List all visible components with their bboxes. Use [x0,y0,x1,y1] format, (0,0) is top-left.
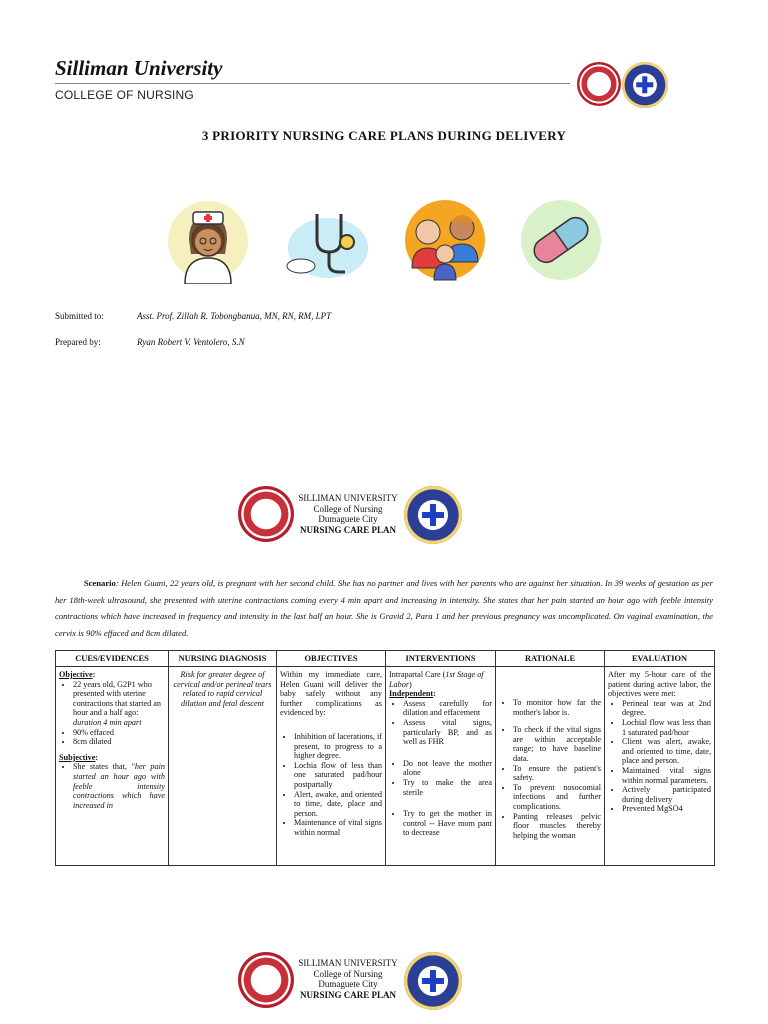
scenario-label: Scenario [83,578,116,588]
list-item: • 90% effaced [73,728,165,738]
cues-cell: Objective: • 22 years old, G2P1 who presented with uterine contractions that started an hour and a half ago: duration 4 min apart • 90% effaced • 8cm dilated Subjective: • She states that, "her pain started an hour ago with feeble intensity contractions which have increased in [56,667,169,866]
stage-text: Intrapartal Care ( [389,670,446,679]
prepared-by-value: Ryan Robert V. Ventolero, S.N [137,337,245,347]
list-item: • Prevented MgSO4 [622,804,711,814]
list-item: duration 4 min apart [73,717,142,727]
subjective-prefix: She states that, " [73,762,135,772]
list-item: • Do not leave the mother alone [403,759,492,778]
diagnosis-text: Risk for greater degree of cervical and/or perineal tears related to rapid cervical dilation and fetal descent [173,670,272,708]
nurse-icon [165,198,251,289]
submitted-to-value: Asst. Prof. Zillah R. Tobongbanua, MN, RN, RM, LPT [137,311,332,321]
cp-college: College of Nursing [313,968,383,979]
col-header: CUES/EVIDENCES [56,651,169,667]
silliman-seal-logo [238,952,294,1008]
objectives-cell [277,667,386,866]
cp-univ: SILLIMAN UNIVERSITY [298,493,398,503]
independent-label: Independent [389,689,434,699]
care-plan-header [296,493,400,535]
list-item: • To check if the vital signs are within acceptable range; to have baseline data. [513,725,601,763]
submitted-to-label: Submitted to: [55,311,104,321]
list-item: • To ensure the patient's safety. [513,764,601,783]
stethoscope-icon [283,208,373,283]
list-item: • 8cm dilated [73,737,165,747]
col-header: OBJECTIVES [277,651,386,667]
diagnosis-cell [169,667,277,866]
list-item: • Inhibition of lacerations, if present, to progress to a higher degree. [294,732,382,761]
prepared-by-label: Prepared by: [55,337,101,347]
college-name: COLLEGE OF NURSING [55,88,194,102]
subjective-quote: her pain started an hour ago with feeble intensity contractions which have increased in [73,762,165,810]
list-item: • Lochial flow was less than 1 saturated pad/hour [622,718,711,737]
list-item: • Try to make the area sterile [403,778,492,797]
list-item: • Assess carefully for dilation and effacement [403,699,492,718]
list-item: • Actively participated during delivery [622,785,711,804]
cp-college: College of Nursing [313,503,383,514]
care-plan-table [55,650,715,866]
objective-label: Objective [59,670,93,679]
college-nursing-seal-logo [622,62,668,108]
cp-title: NURSING CARE PLAN [299,524,396,535]
list-item: • Maintained vital signs within normal parameters. [622,766,711,785]
list-item: • Panting releases pelvic floor muscles thereby helping the woman [513,812,601,841]
list-item: • Lochia flow of less than one saturated pad/hour postpartally [294,761,382,790]
col-header: RATIONALE [496,651,605,667]
university-name: Silliman University [55,56,223,80]
table-header-row [56,651,715,667]
list-item: • Alert, awake, and oriented to time, date, place and person. [294,790,382,819]
rationale-cell [496,667,605,866]
objectives-intro: Within my immediate care, Helen Guani will deliver the baby safely without any further complications as evidenced by: [280,670,382,718]
evaluation-intro: After my 5-hour care of the patient during active labor, the objectives were met: [608,670,711,699]
silliman-seal-logo [238,486,294,542]
list-item: 22 years old, G2P1 who presented with uterine contractions that started an hour and a half ago: [73,679,161,718]
scenario-text: : Helen Guani, 22 years old, is pregnant with her second child. She has no partner and lives with her parents who are against her situation. In 39 weeks of gestation as per her 18th-week ultrasound, she presented with uterine contractions coming every 4 min apart and increasing in intensity. She states that her pain started an hour ago with feeble intensity contractions which have increased in frequency and intensity in the last half an hour. She is Gravid 2, Para 1 and her previous pregnancy was uncomplicated. On vaginal examination, the cervix is 90% effaced and 8cm dilated. [55,578,714,638]
list-item: • Try to get the mother in control -- Have mom pant to decrease [403,809,492,838]
silliman-seal-logo [577,62,621,106]
scenario-paragraph [55,575,713,641]
cp-city: Dumaguete City [318,514,378,524]
cp-univ: SILLIMAN UNIVERSITY [298,958,398,968]
table-row [56,667,715,866]
care-plan-header [296,958,400,1000]
col-header: EVALUATION [605,651,715,667]
family-icon [400,198,490,287]
cp-title: NURSING CARE PLAN [299,989,396,1000]
list-item: • To monitor how far the mother's labor is. [513,698,601,717]
stage-text: ) [409,679,412,689]
list-item: • Assess vital signs, particularly BP, and as well as FHR [403,718,492,747]
college-nursing-seal-logo [404,952,462,1010]
col-header: NURSING DIAGNOSIS [169,651,277,667]
pill-icon [515,198,607,287]
list-item: • To prevent nosocomial infections and further complications. [513,783,601,812]
evaluation-cell [605,667,715,866]
college-nursing-seal-logo [404,486,462,544]
list-item: • Client was alert, awake, and oriented to time, date, place and person. [622,737,711,766]
interventions-cell: Intrapartal Care (1st Stage of Labor) Independent: • Assess carefully for dilation and effacement • Assess vital signs, particularly BP, and as well as FHR • Do not leave the mother alone • Try to make the area sterile • Try to get the mother in control -- Have mom pant to decrease [386,667,496,866]
list-item: • Maintenance of vital signs within normal [294,818,382,837]
document-title: 3 PRIORITY NURSING CARE PLANS DURING DELIVERY [201,128,567,143]
col-header: INTERVENTIONS [386,651,496,667]
header-divider [55,83,570,84]
stage-text: 1st Stage of Labor [389,670,484,689]
subjective-label: Subjective [59,752,96,762]
cp-city: Dumaguete City [318,979,378,989]
list-item: • Perineal tear was at 2nd degree. [622,699,711,718]
